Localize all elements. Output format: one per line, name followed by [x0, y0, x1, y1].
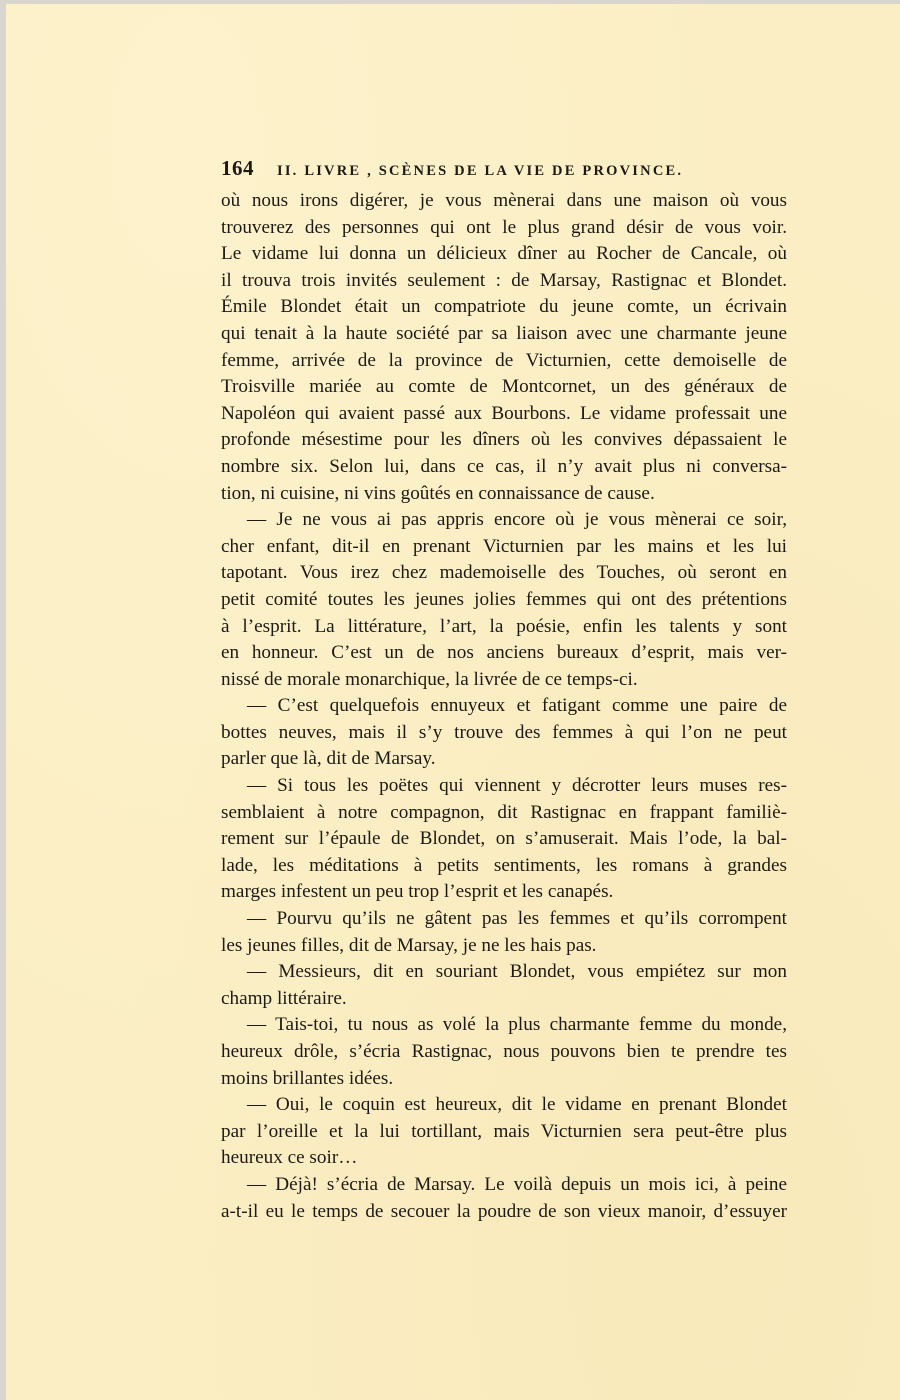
text-line: femme, arrivée de la province de Victurnien, cette demoiselle de	[221, 349, 787, 371]
text-line: heureux drôle, s’écria Rastignac, nous pouvons bien te prendre tes	[221, 1041, 787, 1062]
text-line: Napoléon qui avaient passé aux Bourbons. Le vidame professait une	[221, 402, 787, 424]
text-line: en honneur. C’est un de nos anciens bureaux d’esprit, mais ver-	[221, 642, 787, 664]
text-line: Le vidame lui donna un délicieux dîner au Rocher de Cancale, où	[221, 243, 787, 265]
text-line: profonde mésestime pour les dîners où les convives dépassaient le	[221, 429, 787, 451]
text-line: — Oui, le coquin est heureux, dit le vidame en prenant Blondet	[247, 1094, 787, 1116]
text-line: bottes neuves, mais il s’y trouve des femmes à qui l’on ne peut	[221, 721, 787, 743]
running-head-title: II. LIVRE , SCÈNES DE LA VIE DE PROVINCE.	[277, 163, 684, 179]
book-page	[6, 4, 900, 1400]
text-line: nombre six. Selon lui, dans ce cas, il n’y avait plus ni conversa-	[221, 455, 787, 477]
text-line: — Déjà! s’écria de Marsay. Le voilà depuis un mois ici, à peine	[247, 1173, 787, 1195]
text-line: rement sur l’épaule de Blondet, on s’amuserait. Mais l’ode, la bal-	[221, 828, 787, 850]
text-line: cher enfant, dit-il en prenant Victurnien par les mains et les lui	[221, 535, 787, 557]
text-line: marges infestent un peu trop l’esprit et les canapés.	[221, 881, 614, 903]
body-text	[221, 188, 787, 1225]
text-line: — Je ne vous ai pas appris encore où je vous mènerai ce soir,	[247, 509, 787, 531]
text-line: qui tenait à la haute société par sa liaison avec une charmante jeune	[221, 322, 787, 344]
text-line: — Si tous les poëtes qui viennent y décrotter leurs muses res-	[247, 775, 787, 797]
text-line: nissé de morale monarchique, la livrée de ce temps-ci.	[221, 668, 638, 690]
text-line: petit comité toutes les jeunes jolies femmes qui ont des prétentions	[221, 588, 787, 610]
text-line: — C’est quelquefois ennuyeux et fatigant comme une paire de	[247, 695, 787, 717]
text-line: semblaient à notre compagnon, dit Rastignac en frappant familiè-	[221, 801, 787, 823]
text-line: — Pourvu qu’ils ne gâtent pas les femmes et qu’ils corrompent	[247, 908, 787, 930]
text-line: tapotant. Vous irez chez mademoiselle des Touches, où seront en	[221, 562, 787, 584]
text-line: parler que là, dit de Marsay.	[221, 748, 436, 770]
text-line: trouverez des personnes qui ont le plus grand désir de vous voir.	[221, 216, 787, 238]
text-line: il trouva trois invités seulement : de Marsay, Rastignac et Blondet.	[221, 269, 787, 291]
text-line: — Messieurs, dit en souriant Blondet, vous empiétez sur mon	[247, 961, 787, 983]
text-line: Troisville mariée au comte de Montcornet, un des généraux de	[221, 376, 787, 398]
text-line: champ littéraire.	[221, 987, 347, 1009]
text-line: moins brillantes idées.	[221, 1067, 394, 1089]
text-line: à l’esprit. La littérature, l’art, la poésie, enfin les talents y sont	[221, 615, 787, 637]
text-block	[221, 156, 787, 1225]
page-number: 164	[221, 156, 254, 180]
text-line: où nous irons digérer, je vous mènerai dans une maison où vous	[221, 190, 787, 211]
text-line: par l’oreille et la lui tortillant, mais Victurnien sera peut-être plus	[221, 1120, 787, 1142]
text-line: tion, ni cuisine, ni vins goûtés en connaissance de cause.	[221, 482, 655, 504]
text-line: a-t-il eu le temps de secouer la poudre de son vieux manoir, d’essuyer	[221, 1200, 787, 1222]
text-line: — Tais-toi, tu nous as volé la plus charmante femme du monde,	[247, 1014, 787, 1036]
text-line: heureux ce soir…	[221, 1147, 358, 1169]
text-line: les jeunes filles, dit de Marsay, je ne les hais pas.	[221, 934, 597, 956]
running-head	[221, 156, 787, 186]
text-line: lade, les méditations à petits sentiments, les romans à grandes	[221, 854, 787, 876]
text-line: Émile Blondet était un compatriote du jeune comte, un écrivain	[221, 296, 787, 318]
